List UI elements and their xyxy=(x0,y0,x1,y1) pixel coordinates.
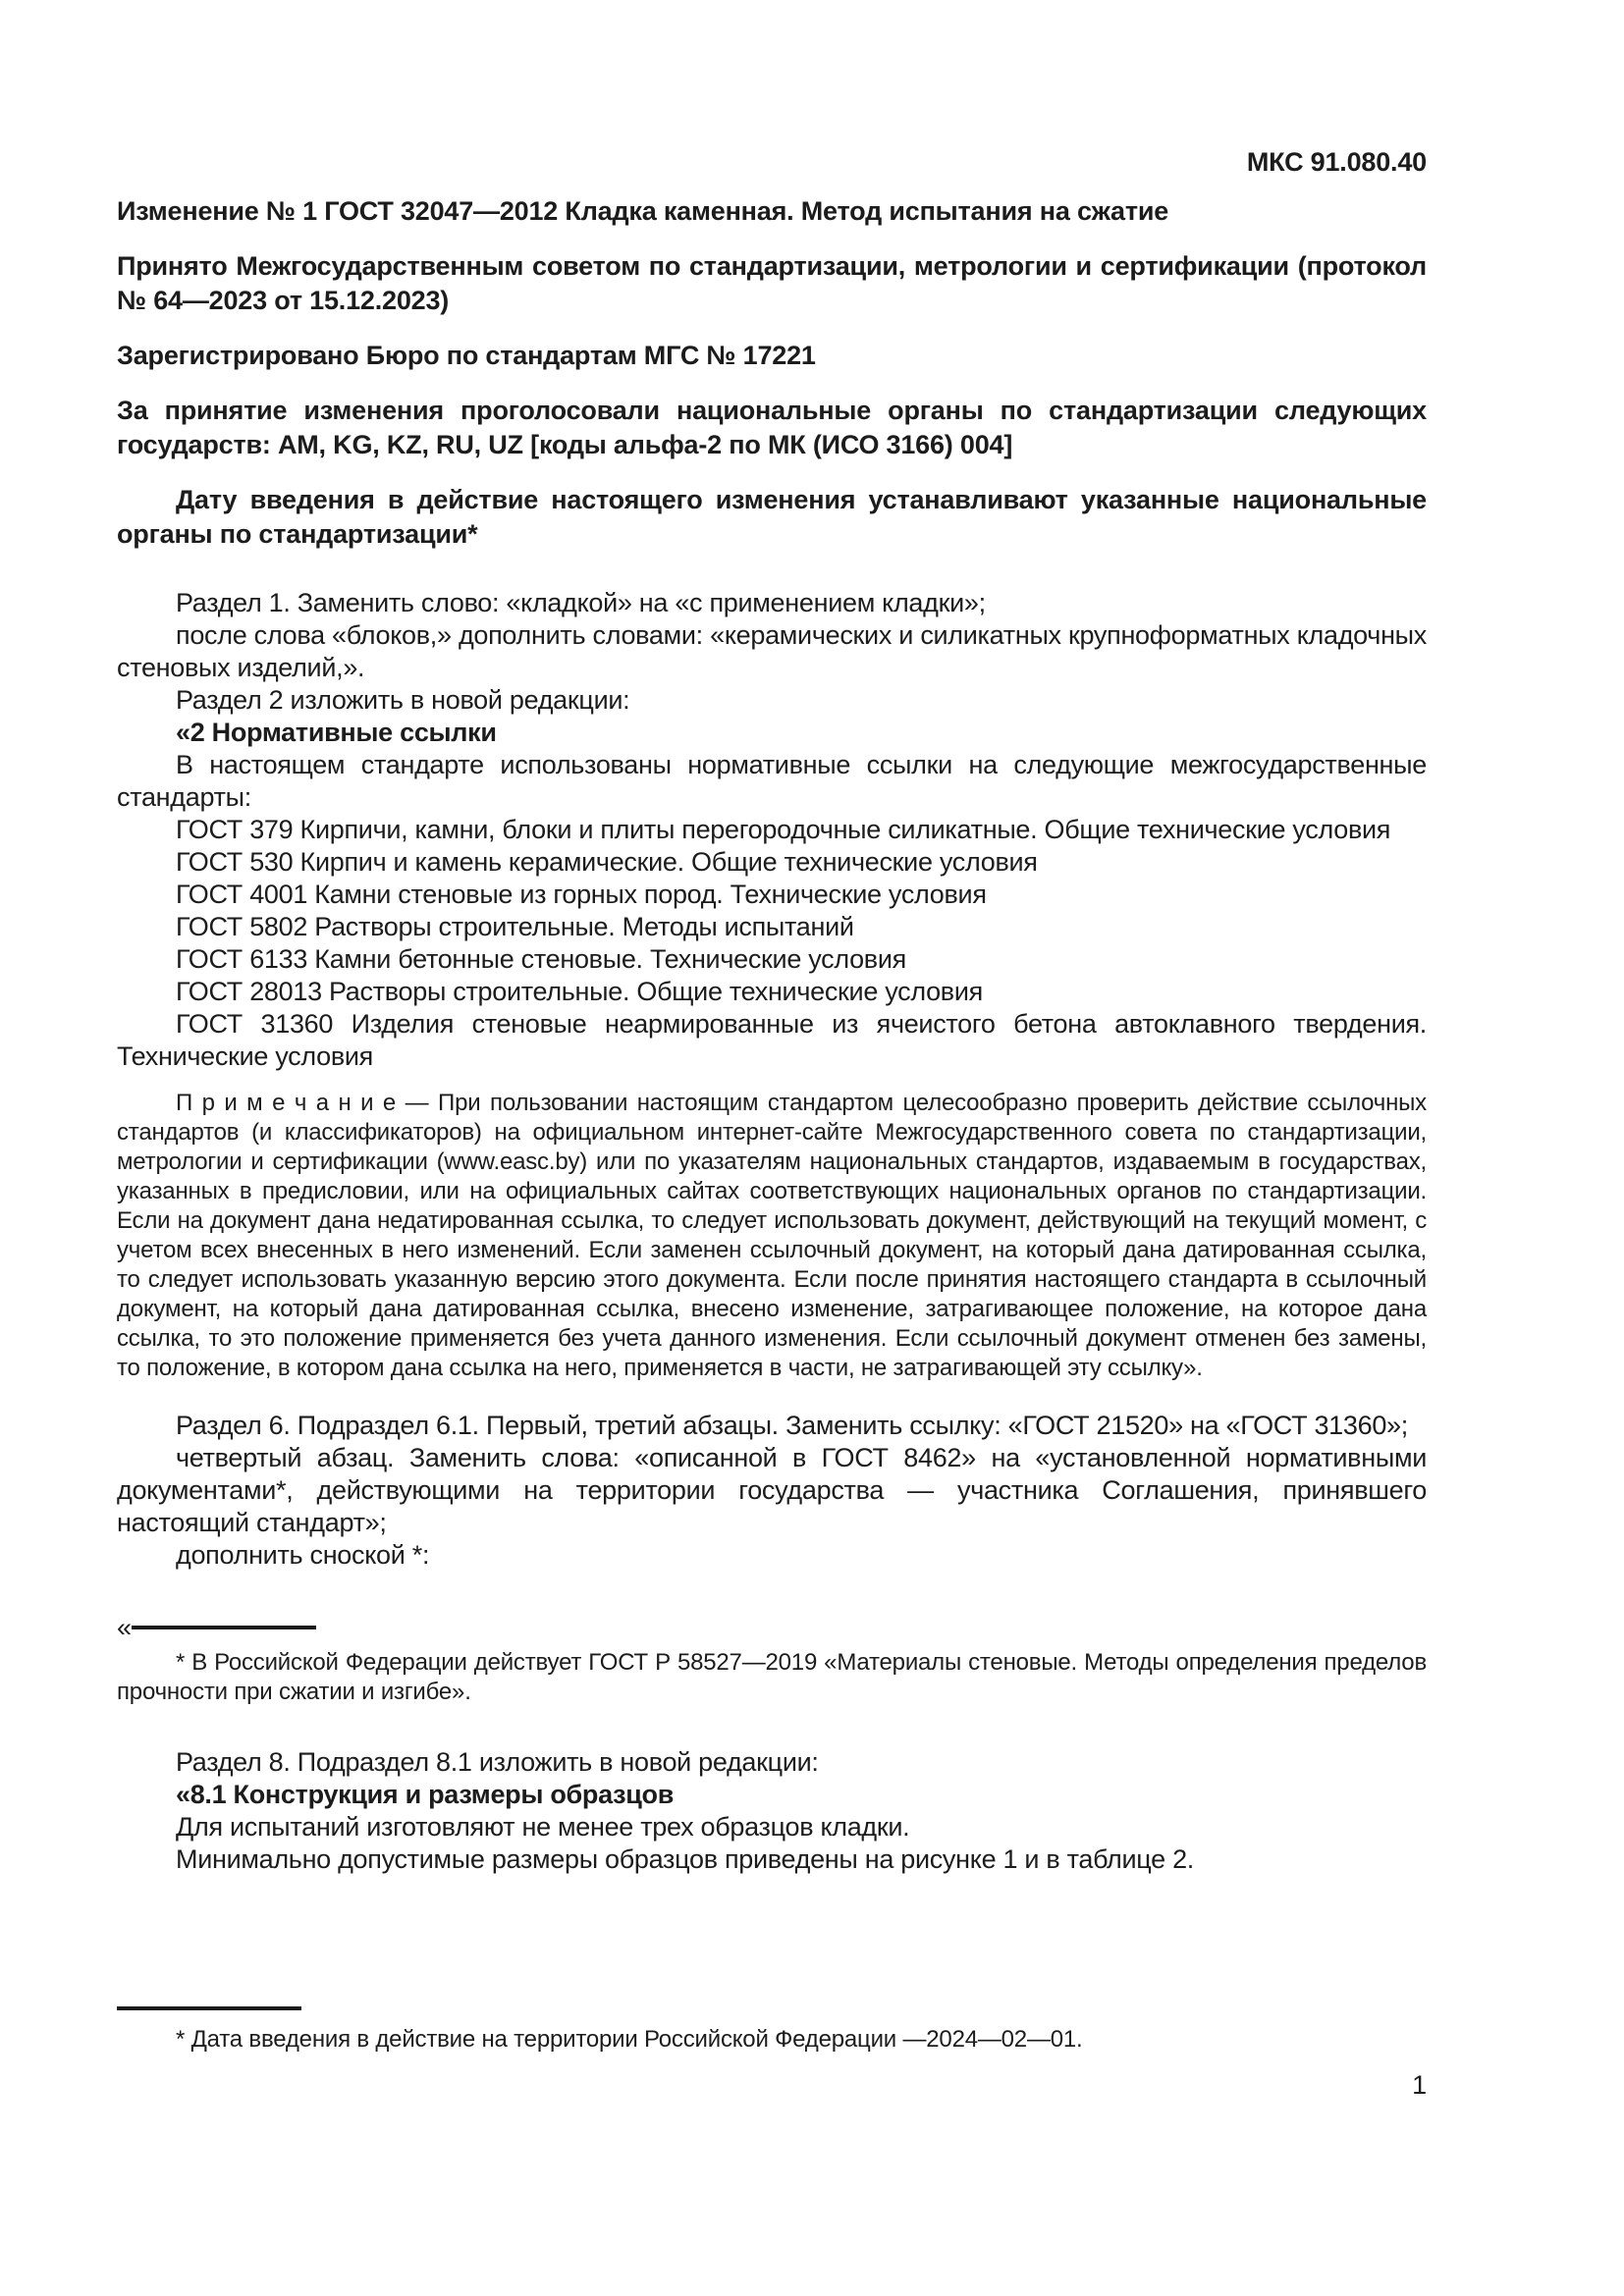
bottom-footnote-text: * Дата введения в действие на территории Российской Федерации —2024—02—01. xyxy=(176,2026,1083,2053)
gost-list-item: ГОСТ 4001 Камни стеновые из горных пород. Технические условия xyxy=(176,880,987,909)
inline-footnote-separator xyxy=(117,1611,1427,1644)
note-label: П р и м е ч а н и е — xyxy=(176,1090,429,1116)
footnote-rule xyxy=(132,1626,316,1629)
effective-date-paragraph: Дату введения в действие настоящего изменения устанавливают указанные национальные органы по стандартизации* xyxy=(117,485,1427,549)
inline-footnote-text: * В Российской Федерации действует ГОСТ Р 58527—2019 «Материалы стеновые. Методы определения пределов прочности при сжатии и изгибе». xyxy=(117,1649,1427,1705)
gost-list-item: ГОСТ 5802 Растворы строительные. Методы испытаний xyxy=(176,912,854,941)
section-6-block xyxy=(117,1410,1427,1572)
section-1-block xyxy=(117,587,1427,684)
amendment-title: Изменение № 1 ГОСТ 32047—2012 Кладка каменная. Метод испытания на сжатие xyxy=(117,196,1169,226)
footnote-rule xyxy=(117,2006,301,2010)
bottom-footnote-separator xyxy=(117,1992,1427,2025)
gost-list-item: ГОСТ 28013 Растворы строительные. Общие технические условия xyxy=(176,977,983,1006)
section-8-heading: «8.1 Конструкция и размеры образцов xyxy=(176,1780,675,1809)
voted-paragraph: За принятие изменения проголосовали национальные органы по стандартизации следующих государств: AM, KG, KZ, RU, UZ [коды альфа-2 по МК (ИСО 3166) 004] xyxy=(117,396,1427,459)
section-8-block xyxy=(117,1746,1427,1876)
registered-paragraph: Зарегистрировано Бюро по стандартам МГС № 17221 xyxy=(117,341,816,370)
section-2-intro: Раздел 2 изложить в новой редакции: xyxy=(176,685,630,715)
section-8-intro: Раздел 8. Подраздел 8.1 изложить в новой редакции: xyxy=(176,1747,819,1777)
gost-list-item: ГОСТ 6133 Камни бетонные стеновые. Технические условия xyxy=(176,944,906,974)
accepted-paragraph: Принято Межгосударственным советом по стандартизации, метрологии и сертификации (протокол № 64—2023 от 15.12.2023) xyxy=(117,251,1427,315)
gost-list-item: ГОСТ 530 Кирпич и камень керамические. Общие технические условия xyxy=(176,847,1038,877)
page-number: 1 xyxy=(1412,2070,1427,2100)
mks-classification-code: МКС 91.080.40 xyxy=(1246,147,1427,177)
section-2-block xyxy=(117,684,1427,1383)
section-1-paragraph-2: после слова «блоков,» дополнить словами: «керамических и силикатных крупноформатных кладочных стеновых изделий,». xyxy=(117,620,1427,682)
section-1-paragraph-1: Раздел 1. Заменить слово: «кладкой» на «с применением кладки»; xyxy=(176,588,986,617)
section-2-heading: «2 Нормативные ссылки xyxy=(176,718,497,747)
section-6-paragraph-1: Раздел 6. Подраздел 6.1. Первый, третий абзацы. Заменить ссылку: «ГОСТ 21520» на «ГОСТ 31360»; xyxy=(176,1411,1408,1440)
section-8-paragraph-2: Минимально допустимые размеры образцов приведены на рисунке 1 и в таблице 2. xyxy=(176,1844,1194,1874)
opening-quote-mark: « xyxy=(117,1613,133,1642)
section-6-paragraph-2: четвертый абзац. Заменить слова: «описанной в ГОСТ 8462» на «установленной нормативными документами*, действующими на территории государства — участника Соглашения, принявшего настоящий стандарт»; xyxy=(117,1443,1427,1537)
gost-list-item: ГОСТ 379 Кирпичи, камни, блоки и плиты перегородочные силикатные. Общие технические условия xyxy=(176,815,1391,844)
note-paragraph xyxy=(117,1089,1427,1383)
note-text: При пользовании настоящим стандартом целесообразно проверить действие ссылочных стандартов (и классификаторов) на официальном интернет-сайте Межгосударственного совета по стандартизации, метрологии и сертификации (www.easc.by) или по указателям национальных стандартов, издаваемым в государствах, указанных в предисловии, или на официальных сайтах соответствующих национальных органов по стандартизации. Если на документ дана недатированная ссылка, то следует использовать документ, действующий на текущий момент, с учетом всех внесенных в него изменений. Если заменен ссылочный документ, на который дана датированная ссылка, то следует использовать указанную версию этого документа. Если после принятия настоящего стандарта в ссылочный документ, на который дана датированная ссылка, внесено изменение, затрагивающее положение, на которое дана ссылка, то это положение применяется без учета данного изменения. Если ссылочный документ отменен без замены, то положение, в котором дана ссылка на него, применяется в части, не затрагивающей эту ссылку». xyxy=(117,1090,1427,1381)
section-8-paragraph-1: Для испытаний изготовляют не менее трех образцов кладки. xyxy=(176,1812,910,1842)
section-2-paragraph-1: В настоящем стандарте использованы нормативные ссылки на следующие межгосударственные стандарты: xyxy=(117,750,1427,812)
gost-list-item: ГОСТ 31360 Изделия стеновые неармированные из ячеистого бетона автоклавного твердения. Технические условия xyxy=(117,1009,1427,1071)
section-6-paragraph-3: дополнить сноской *: xyxy=(176,1540,430,1570)
